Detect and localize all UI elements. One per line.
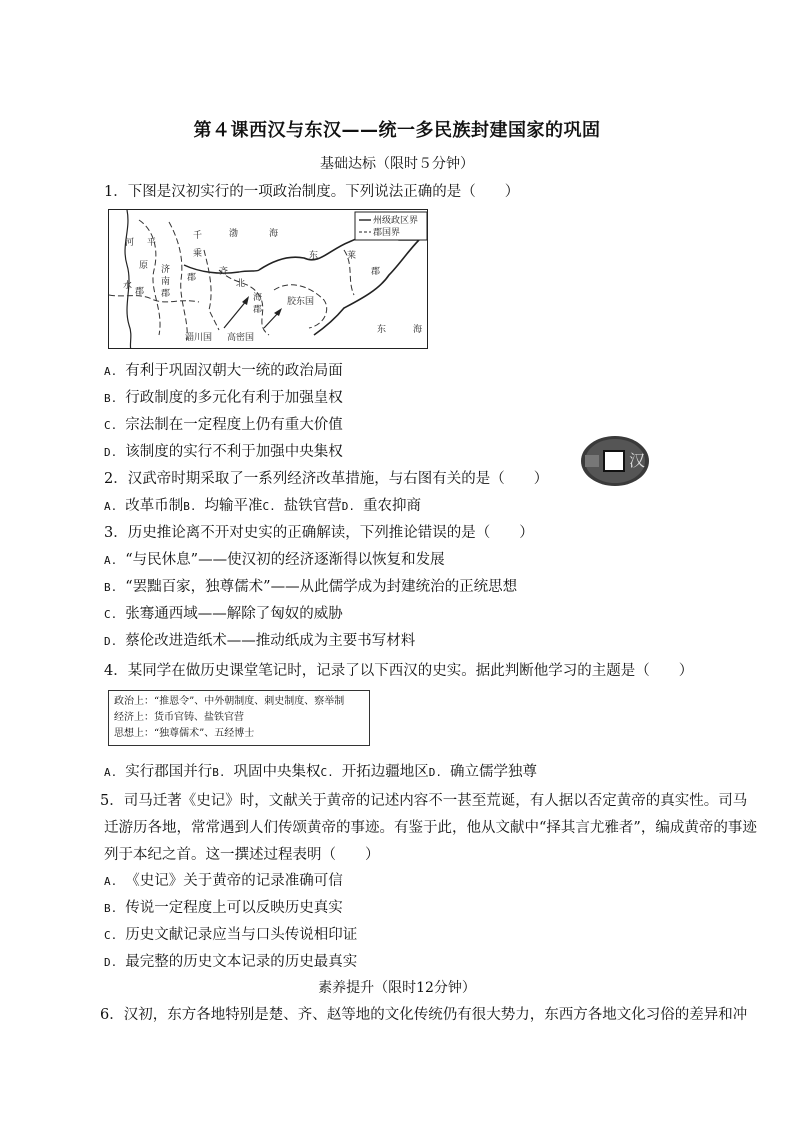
question-4-option-a[interactable]: A. 实行郡国并行 <box>104 764 213 780</box>
section-heading-advanced: 素养提升（限时12分钟） <box>318 980 476 996</box>
map-label: 郡 <box>135 287 145 297</box>
map-label: 南 <box>161 277 171 287</box>
map-label: 郡 <box>371 267 381 277</box>
question-6-line-1: 6．汉初，东方各地特别是楚、齐、赵等地的文化传统仍有很大势力，东西方各地文化习俗的差异和冲 <box>100 1007 748 1023</box>
question-5-line-1: 5．司马迁著《史记》时，文献关于黄帝的记述内容不一甚至荒诞，有人据以否定黄帝的真实性。司马 <box>100 793 748 809</box>
map-label: 原 <box>139 261 149 271</box>
question-3-option-b[interactable]: B. “罢黜百家，独尊儒术”——从此儒学成为封建统治的正统思想 <box>104 579 518 595</box>
map-label: 平 <box>147 238 157 248</box>
map-label: 海 <box>253 293 263 303</box>
map-label: 东 <box>377 325 387 335</box>
han-commandery-map <box>108 209 428 349</box>
question-4-option-c[interactable]: C. 开拓边疆地区 <box>320 764 429 780</box>
question-1-stem: 1．下图是汉初实行的一项政治制度。下列说法正确的是（ ） <box>104 184 520 200</box>
class-notes-box <box>108 690 370 746</box>
notes-line-politics: 政治上：“推恩令”、中外朝制度、刺史制度、察举制 <box>114 696 345 707</box>
question-3-option-c[interactable]: C. 张骞通西域——解除了匈奴的威胁 <box>104 606 343 622</box>
question-3-stem: 3．历史推论离不开对史实的正确解读，下列推论错误的是（ ） <box>104 525 534 541</box>
map-label: 河 <box>125 238 135 248</box>
map-label: 东 <box>309 251 319 261</box>
question-4-option-b[interactable]: B. 巩固中央集权 <box>212 764 321 780</box>
map-label: 北 <box>236 279 246 289</box>
map-label: 济 <box>161 265 171 275</box>
map-label: 淄川国 <box>185 333 213 343</box>
map-label: 千 <box>193 231 203 241</box>
map-label: 乘 <box>193 249 203 259</box>
map-label: 郡 <box>187 273 197 283</box>
question-5-option-d[interactable]: D. 最完整的历史文本记录的历史最真实 <box>104 954 358 970</box>
notes-line-thought: 思想上：“独尊儒术”、五经博士 <box>114 728 255 739</box>
question-4-option-d[interactable]: D. 确立儒学独尊 <box>428 764 537 780</box>
question-2-option-b[interactable]: B. 均输平准 <box>183 498 263 514</box>
question-3-option-a[interactable]: A. “与民休息”——使汉初的经济逐渐得以恢复和发展 <box>104 552 445 568</box>
question-4-options <box>104 760 537 781</box>
question-2-option-c[interactable]: C. 盐铁官营 <box>262 498 342 514</box>
section-heading-basic: 基础达标（限时５分钟） <box>320 156 474 172</box>
notes-line-economy: 经济上：货币官铸、盐铁官营 <box>114 712 244 723</box>
question-5-line-2: 迁游历各地，常常遇到人们传颂黄帝的事迹。有鉴于此，他从文献中“择其言尤雅者”，编成黄帝的事迹 <box>104 820 757 836</box>
question-5-option-b[interactable]: B. 传说一定程度上可以反映历史真实 <box>104 900 343 916</box>
question-1-option-d[interactable]: D. 该制度的实行不利于加强中央集权 <box>104 444 343 460</box>
question-5-option-c[interactable]: C. 历史文献记录应当与口头传说相印证 <box>104 927 358 943</box>
map-label: 郡 <box>161 289 171 299</box>
question-5-line-3: 列于本纪之首。这一撰述过程表明（ ） <box>104 847 380 863</box>
map-label: 齐 <box>219 267 229 277</box>
question-2-stem: 2．汉武帝时期采取了一系列经济改革措施，与右图有关的是（ ） <box>104 471 549 487</box>
legend-province: 州级政区界 <box>373 216 419 226</box>
question-1-option-c[interactable]: C. 宗法制在一定程度上仍有重大价值 <box>104 417 343 433</box>
map-label: 渤 <box>229 229 239 239</box>
map-labels <box>109 210 428 349</box>
question-1-option-b[interactable]: B. 行政制度的多元化有利于加强皇权 <box>104 390 343 406</box>
question-5-option-a[interactable]: A. 《史记》关于黄帝的记录准确可信 <box>104 873 343 889</box>
question-2-option-a[interactable]: A. 改革币制 <box>104 498 184 514</box>
question-4-stem: 4．某同学在做历史课堂笔记时，记录了以下西汉的史实。据此判断他学习的主题是（ ） <box>104 663 694 679</box>
map-label: 胶东国 <box>287 297 315 307</box>
map-label: 高密国 <box>227 333 255 343</box>
map-label: 莱 <box>347 251 357 261</box>
question-3-option-d[interactable]: D. 蔡伦改进造纸术——推动纸成为主要书写材料 <box>104 633 416 649</box>
page-title: 第４课西汉与东汉——统一多民族封建国家的巩固 <box>193 120 601 141</box>
question-1-option-a[interactable]: A. 有利于巩固汉朝大一统的政治局面 <box>104 363 343 379</box>
question-2-option-d[interactable]: D. 重农抑商 <box>341 498 421 514</box>
ban-liang-coin-image <box>579 435 651 487</box>
question-2-options <box>104 494 421 515</box>
map-label: 海 <box>413 325 423 335</box>
map-label: 海 <box>269 229 279 239</box>
coin-glyph: 汉 <box>629 451 646 470</box>
legend-commandery: 郡国界 <box>373 228 401 238</box>
map-label: 水 <box>123 281 133 291</box>
map-label: 郡 <box>253 305 263 315</box>
